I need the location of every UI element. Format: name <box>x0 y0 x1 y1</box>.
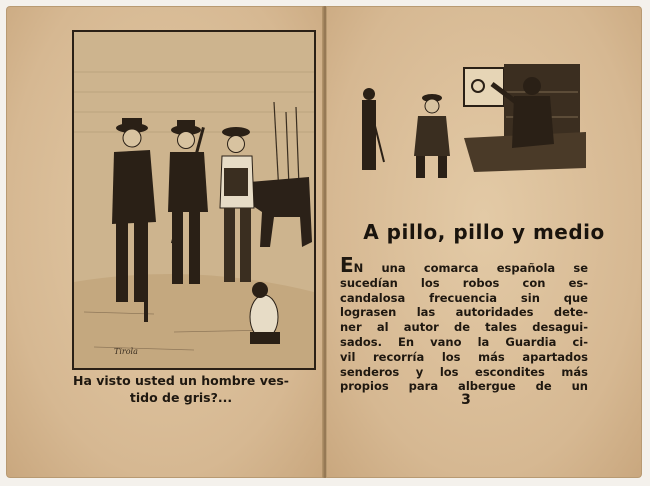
story-body <box>340 253 588 394</box>
body-line-6: sados. En vano la Guardia ci- <box>340 334 588 349</box>
body-line-7: vil recorría los más apartados <box>340 349 588 364</box>
header-vignette <box>354 62 586 182</box>
engraving-drawing <box>74 32 314 368</box>
svg-text:Tirola: Tirola <box>114 347 138 356</box>
body-line-5: ner al autor de tales desagui- <box>340 320 588 335</box>
body-line-2: sucedían los robos con es- <box>340 275 588 290</box>
drop-cap: E <box>340 253 354 277</box>
caption-line-1: Ha visto usted un hombre ves- <box>73 373 289 388</box>
caption-line-2: tido de gris?... <box>129 390 233 405</box>
drop-cap-tail: N <box>353 261 364 275</box>
body-line-3: candalosa frecuencia sin que <box>340 290 588 305</box>
illustration-caption <box>46 372 316 406</box>
engraving-illustration <box>72 30 316 370</box>
left-page <box>6 6 324 478</box>
body-line-8: senderos y los escondites más <box>340 364 588 379</box>
body-line-4: lograsen las autoridades dete- <box>340 305 588 320</box>
open-booklet <box>6 6 642 478</box>
page-number: 3 <box>461 392 471 408</box>
body-line-1: EN una comarca española se <box>340 253 588 277</box>
body-line-9: propios para albergue de un <box>340 379 588 394</box>
right-page <box>326 6 642 478</box>
story-title: A pillo, pillo y medio <box>363 220 605 244</box>
